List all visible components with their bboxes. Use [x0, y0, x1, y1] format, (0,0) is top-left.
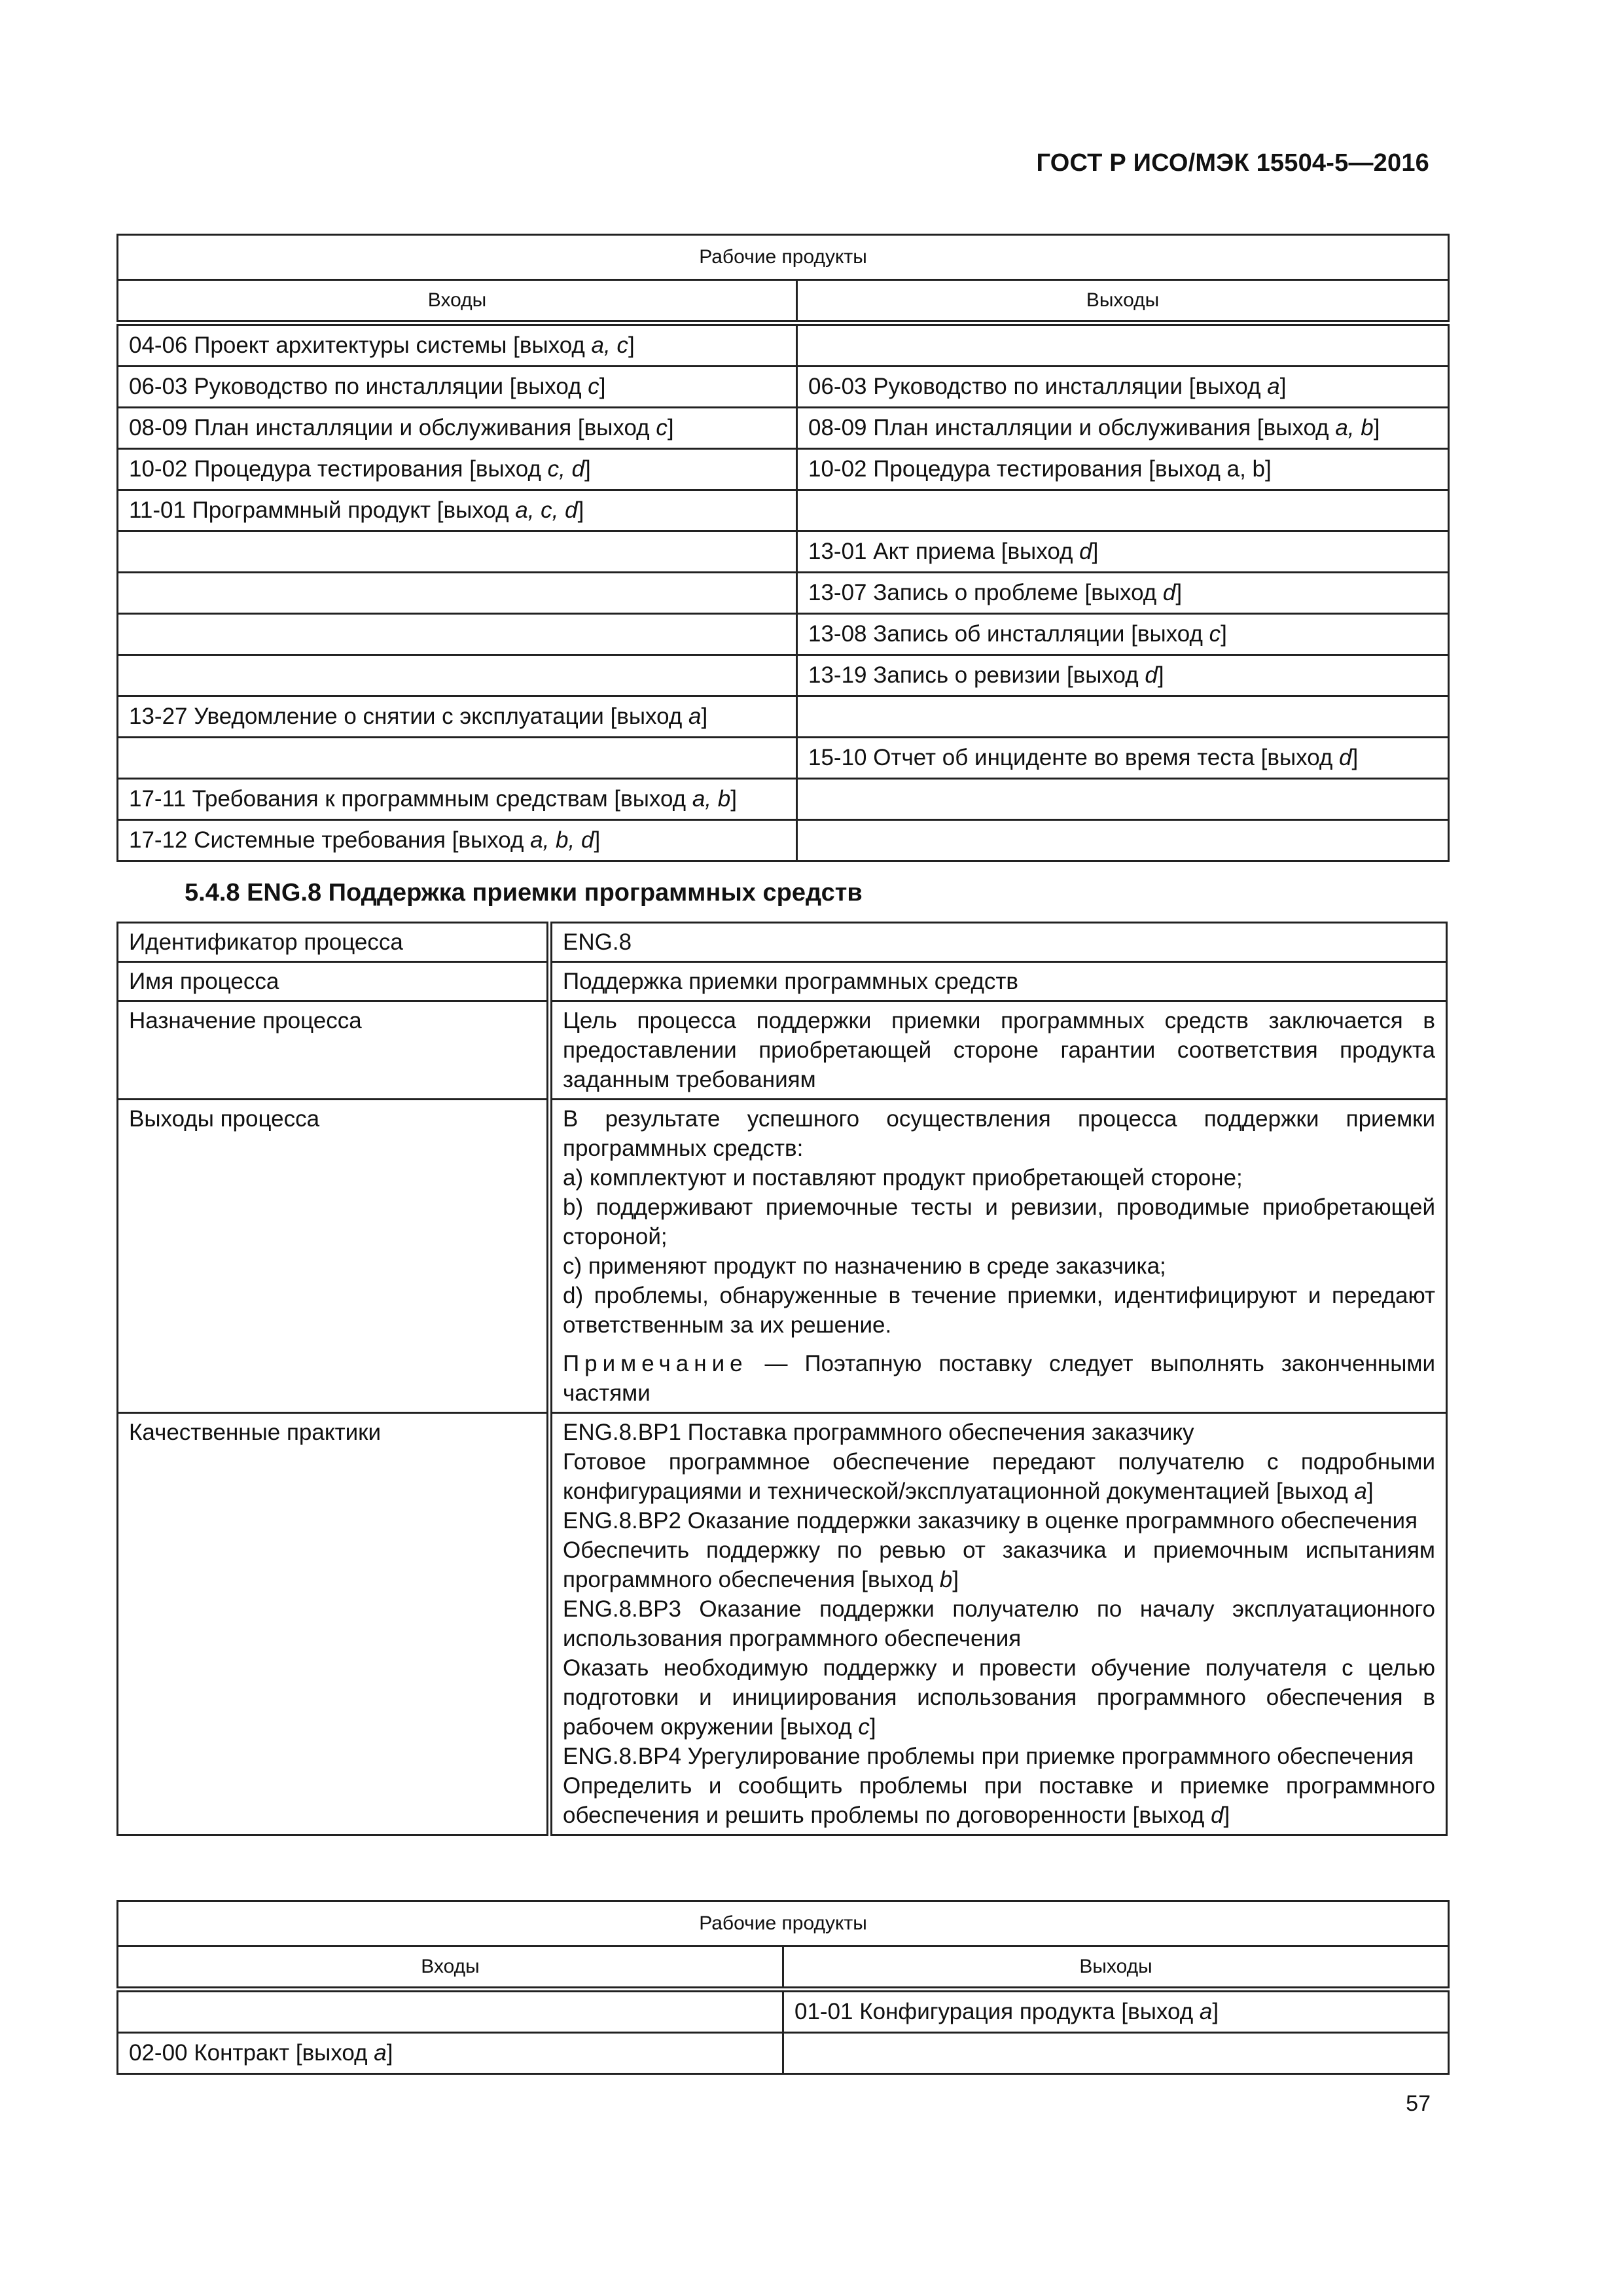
- output-cell: [797, 449, 1449, 490]
- table-row: [118, 490, 1449, 531]
- table-caption: Рабочие продукты: [118, 1901, 1449, 1946]
- input-cell: [118, 449, 797, 490]
- output-cell: [797, 738, 1449, 779]
- output-cell: [797, 820, 1449, 861]
- outcome-item: b) поддерживают приемочные тесты и ревизии, проводимые приобретающей стороной;: [563, 1194, 1435, 1249]
- input-cell: [118, 490, 797, 531]
- practice-text: Обеспечить поддержку по ревью от заказчика и приемочным испытаниям программного обеспечения [выход: [563, 1537, 1435, 1592]
- table-row: [118, 408, 1449, 449]
- output-ref: d: [1145, 662, 1158, 688]
- cell-text: 08-09 План инсталляции и обслуживания [выход: [129, 415, 656, 440]
- output-ref: a, b: [692, 786, 731, 812]
- page-number: 57: [1406, 2091, 1431, 2116]
- row-label: Назначение процесса: [118, 1001, 550, 1100]
- output-cell: [783, 1990, 1449, 2033]
- note: [563, 1349, 1435, 1408]
- input-cell: [118, 323, 797, 367]
- table-row: [118, 323, 1449, 367]
- bracket: ]: [1175, 580, 1183, 605]
- bracket: ]: [869, 1714, 876, 1740]
- bracket: ]: [577, 497, 584, 523]
- table-row: [118, 2033, 1449, 2074]
- table-row: [118, 449, 1449, 490]
- column-header-outputs: Выходы: [797, 280, 1449, 323]
- input-cell: [118, 531, 797, 573]
- cell-text: 08-09 План инсталляции и обслуживания [выход: [808, 415, 1336, 440]
- bracket: ]: [599, 374, 606, 399]
- practice-text: Определить и сообщить проблемы при поставке и приемке программного обеспечения и решить проблемы по договоренности [выход: [563, 1773, 1435, 1828]
- output-ref: d: [1339, 745, 1352, 770]
- document-header: ГОСТ Р ИСО/МЭК 15504-5—2016: [1036, 149, 1429, 177]
- table-row: [118, 1100, 1447, 1413]
- input-cell: [118, 367, 797, 408]
- bracket: ]: [1373, 415, 1380, 440]
- bracket: ]: [1366, 1479, 1374, 1504]
- input-cell: [118, 820, 797, 861]
- output-ref: a: [688, 704, 702, 729]
- output-ref: c: [858, 1714, 870, 1740]
- input-cell: [118, 655, 797, 696]
- table-row: [118, 655, 1449, 696]
- input-cell: [118, 779, 797, 820]
- practice-text: Готовое программное обеспечение передают получателю с подробными конфигурациями и технической/эксплуатационной документацией [выход: [563, 1449, 1435, 1504]
- practice-body: [563, 1535, 1435, 1594]
- table-row: [118, 614, 1449, 655]
- cell-text: 10-02 Процедура тестирования [выход a, b]: [808, 456, 1272, 482]
- bracket: ]: [730, 786, 737, 812]
- table-row: [118, 367, 1449, 408]
- output-cell: [797, 490, 1449, 531]
- work-products-table-2: [116, 1900, 1450, 2075]
- output-ref: c: [1209, 621, 1221, 647]
- bracket: ]: [1221, 621, 1227, 647]
- table-row: [118, 573, 1449, 614]
- input-cell: [118, 614, 797, 655]
- output-cell: [797, 408, 1449, 449]
- bracket: ]: [1279, 374, 1287, 399]
- practice-text: Оказать необходимую поддержку и провести обучение получателя с целью подготовки и инициирования использования программного обеспечения в рабочем окружении [выход: [563, 1655, 1435, 1740]
- input-cell: [118, 738, 797, 779]
- output-ref: a: [374, 2040, 387, 2066]
- practice-title: ENG.8.BP1 Поставка программного обеспечения заказчику: [563, 1420, 1194, 1445]
- outcome-item: c) применяют продукт по назначению в среде заказчика;: [563, 1253, 1166, 1279]
- cell-text: 13-19 Запись о ревизии [выход: [808, 662, 1145, 688]
- output-ref: c, d: [547, 456, 585, 482]
- output-ref: a, c, d: [515, 497, 578, 523]
- column-header-inputs: Входы: [118, 280, 797, 323]
- output-cell: [797, 573, 1449, 614]
- practice-title: ENG.8.BP3 Оказание поддержки получателю по началу эксплуатационного использования программного обеспечения: [563, 1596, 1435, 1651]
- output-ref: a, b, d: [530, 827, 594, 853]
- output-ref: b: [939, 1567, 953, 1592]
- cell-text: 06-03 Руководство по инсталляции [выход: [808, 374, 1268, 399]
- outcomes-intro: В результате успешного осуществления процесса поддержки приемки программных средств:: [563, 1106, 1435, 1161]
- table-row: [118, 531, 1449, 573]
- output-cell: [797, 323, 1449, 367]
- bracket: ]: [952, 1567, 959, 1592]
- cell-text: 13-07 Запись о проблеме [выход: [808, 580, 1163, 605]
- input-cell: [118, 408, 797, 449]
- cell-text: 11-01 Программный продукт [выход: [129, 497, 516, 523]
- input-cell: [118, 573, 797, 614]
- practice-body: [563, 1771, 1435, 1830]
- table-row: [118, 923, 1447, 962]
- output-ref: a: [1267, 374, 1280, 399]
- table-row: [118, 820, 1449, 861]
- output-ref: a, c: [591, 332, 628, 358]
- column-header-inputs: Входы: [118, 1946, 783, 1990]
- output-ref: a, b: [1335, 415, 1374, 440]
- bracket: ]: [1212, 1999, 1219, 2024]
- table-row: [118, 696, 1449, 738]
- output-cell: [797, 655, 1449, 696]
- note-text: — Поэтапную поставку следует выполнять законченными частями: [563, 1351, 1435, 1406]
- bracket: ]: [628, 332, 635, 358]
- bracket: ]: [701, 704, 708, 729]
- row-label: Идентификатор процесса: [118, 923, 550, 962]
- table-row: [118, 962, 1447, 1001]
- input-cell: [118, 696, 797, 738]
- cell-text: 13-08 Запись об инсталляции [выход: [808, 621, 1209, 647]
- output-ref: c: [656, 415, 668, 440]
- table-row: [118, 738, 1449, 779]
- bracket: ]: [594, 827, 601, 853]
- output-ref: d: [1079, 539, 1092, 564]
- outcome-item: d) проблемы, обнаруженные в течение приемки, идентифицируют и передают ответственным за их решение.: [563, 1283, 1435, 1338]
- output-ref: d: [1162, 580, 1176, 605]
- output-ref: d: [1211, 1803, 1224, 1828]
- input-cell: [118, 1990, 783, 2033]
- section-heading: 5.4.8 ENG.8 Поддержка приемки программных средств: [185, 879, 863, 906]
- bracket: ]: [584, 456, 591, 482]
- cell-text: 10-02 Процедура тестирования [выход: [129, 456, 548, 482]
- cell-text: 15-10 Отчет об инциденте во время теста [выход: [808, 745, 1340, 770]
- bracket: ]: [386, 2040, 393, 2066]
- output-ref: a: [1354, 1479, 1367, 1504]
- note-label: Примечание: [563, 1351, 748, 1376]
- output-ref: a: [1199, 1999, 1213, 2024]
- bracket: ]: [1157, 662, 1164, 688]
- cell-text: 04-06 Проект архитектуры системы [выход: [129, 332, 592, 358]
- output-cell: [783, 2033, 1449, 2074]
- bracket: ]: [1351, 745, 1359, 770]
- process-purpose-value: Цель процесса поддержки приемки программных средств заключается в предоставлении приобретающей стороне гарантии соответствия продукта заданным требованиям: [550, 1001, 1447, 1100]
- bracket: ]: [1092, 539, 1099, 564]
- practice-body: [563, 1447, 1435, 1506]
- cell-text: 13-27 Уведомление о снятии с эксплуатации [выход: [129, 704, 689, 729]
- practice-body: [563, 1653, 1435, 1742]
- output-cell: [797, 696, 1449, 738]
- bracket: ]: [1223, 1803, 1230, 1828]
- row-label: Имя процесса: [118, 962, 550, 1001]
- table-row: [118, 1413, 1447, 1835]
- cell-text: 17-11 Требования к программным средствам [выход: [129, 786, 692, 812]
- table-row: [118, 1001, 1447, 1100]
- practice-title: ENG.8.BP2 Оказание поддержки заказчику в оценке программного обеспечения: [563, 1508, 1418, 1534]
- work-products-table-1: [116, 234, 1450, 862]
- cell-text: 17-12 Системные требования [выход: [129, 827, 531, 853]
- row-label: Выходы процесса: [118, 1100, 550, 1413]
- cell-text: 02-00 Контракт [выход: [129, 2040, 374, 2066]
- process-outcomes-value: [550, 1100, 1447, 1413]
- table-row: [118, 779, 1449, 820]
- outcome-item: a) комплектуют и поставляют продукт приобретающей стороне;: [563, 1165, 1243, 1191]
- process-name-value: Поддержка приемки программных средств: [550, 962, 1447, 1001]
- table-caption: Рабочие продукты: [118, 235, 1449, 280]
- process-id-value: ENG.8: [550, 923, 1447, 962]
- output-ref: c: [588, 374, 599, 399]
- practice-title: ENG.8.BP4 Урегулирование проблемы при приемке программного обеспечения: [563, 1744, 1414, 1769]
- process-description-table: [116, 922, 1448, 1836]
- output-cell: [797, 779, 1449, 820]
- bracket: ]: [667, 415, 674, 440]
- cell-text: 01-01 Конфигурация продукта [выход: [794, 1999, 1200, 2024]
- column-header-outputs: Выходы: [783, 1946, 1449, 1990]
- cell-text: 13-01 Акт приема [выход: [808, 539, 1080, 564]
- input-cell: [118, 2033, 783, 2074]
- row-label: Качественные практики: [118, 1413, 550, 1835]
- process-practices-value: [550, 1413, 1447, 1835]
- cell-text: 06-03 Руководство по инсталляции [выход: [129, 374, 588, 399]
- output-cell: [797, 531, 1449, 573]
- output-cell: [797, 614, 1449, 655]
- table-row: [118, 1990, 1449, 2033]
- output-cell: [797, 367, 1449, 408]
